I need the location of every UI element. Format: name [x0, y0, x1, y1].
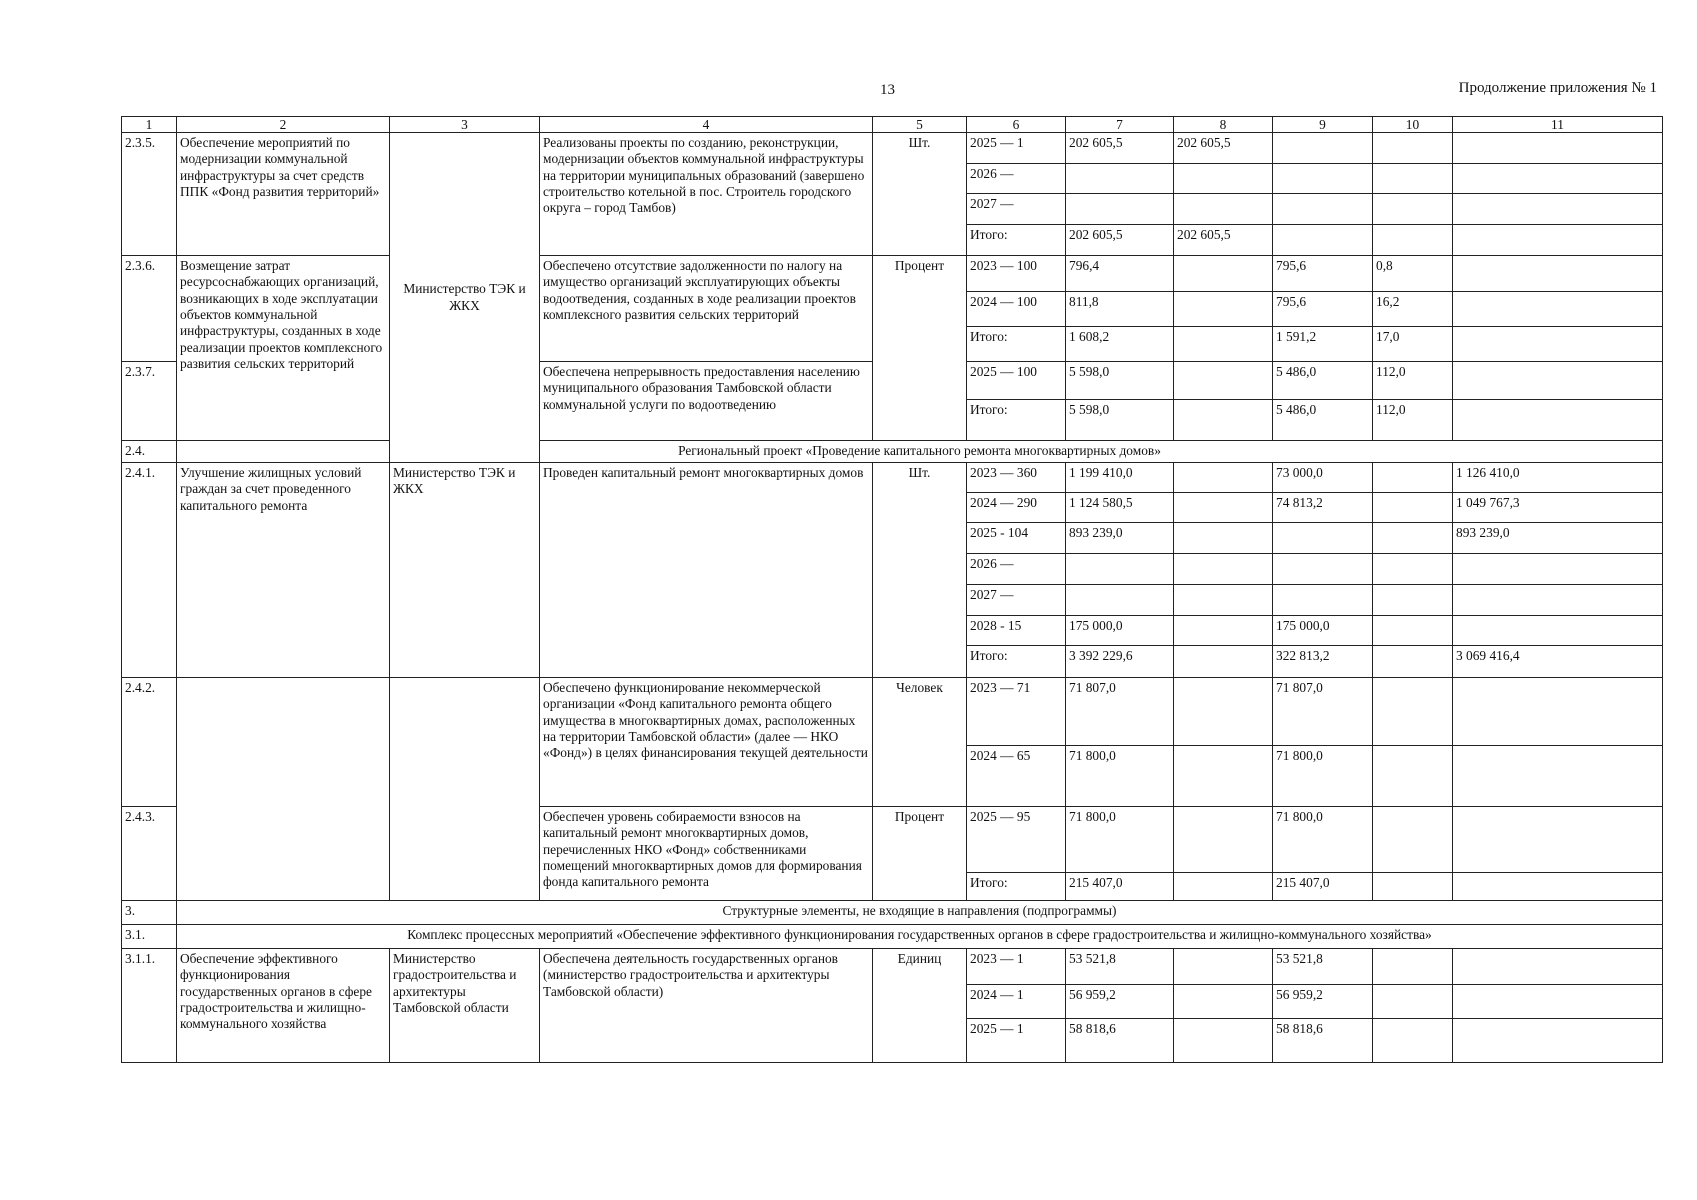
section-title: Комплекс процессных мероприятий «Обеспечение эффективного функционирования государственных органов в сфере градостроительства и жилищно-коммунального хозяйства»: [177, 925, 1663, 949]
col9-value: 1 591,2: [1273, 327, 1373, 362]
col7-value: 71 807,0: [1066, 678, 1174, 746]
col9-value: 795,6: [1273, 292, 1373, 327]
col9-value: [1273, 133, 1373, 164]
unit: Шт.: [873, 133, 967, 256]
col11-value: [1453, 678, 1663, 746]
col8-value: 202 605,5: [1174, 133, 1273, 164]
year-value: 2023 — 1: [967, 949, 1066, 985]
col10-value: 112,0: [1373, 400, 1453, 441]
col8-value: [1174, 807, 1273, 873]
col7-value: 1 608,2: [1066, 327, 1174, 362]
col7-value: 175 000,0: [1066, 616, 1174, 646]
col7-value: 3 392 229,6: [1066, 646, 1174, 678]
col8-value: [1174, 873, 1273, 901]
table-row: [122, 949, 1663, 985]
col9-value: 175 000,0: [1273, 616, 1373, 646]
column-number: 6: [967, 117, 1066, 133]
col10-value: [1373, 1019, 1453, 1063]
col7-value: 5 598,0: [1066, 400, 1174, 441]
col9-value: [1273, 585, 1373, 616]
item-number: 2.4.3.: [122, 807, 177, 901]
section-row: [122, 925, 1663, 949]
col10-value: [1373, 164, 1453, 194]
col8-value: [1174, 362, 1273, 400]
col11-value: [1453, 985, 1663, 1019]
col11-value: 1 049 767,3: [1453, 493, 1663, 523]
col8-value: [1174, 493, 1273, 523]
col11-value: [1453, 327, 1663, 362]
col7-value: 893 239,0: [1066, 523, 1174, 554]
item-number: 2.4.2.: [122, 678, 177, 807]
col10-value: [1373, 194, 1453, 225]
col7-value: [1066, 194, 1174, 225]
year-value: 2024 — 1: [967, 985, 1066, 1019]
year-value: 2027 —: [967, 585, 1066, 616]
col9-value: 5 486,0: [1273, 400, 1373, 441]
year-value: Итого:: [967, 873, 1066, 901]
col10-value: [1373, 133, 1453, 164]
col10-value: 0,8: [1373, 256, 1453, 292]
col7-value: 811,8: [1066, 292, 1174, 327]
col10-value: [1373, 646, 1453, 678]
col8-value: [1174, 523, 1273, 554]
section-title: Структурные элементы, не входящие в направления (подпрограммы): [177, 901, 1663, 925]
year-value: Итого:: [967, 225, 1066, 256]
col11-value: 1 126 410,0: [1453, 463, 1663, 493]
item-number: 2.3.5.: [122, 133, 177, 256]
col7-value: 796,4: [1066, 256, 1174, 292]
col11-value: [1453, 194, 1663, 225]
column-number: 5: [873, 117, 967, 133]
col10-value: [1373, 807, 1453, 873]
col7-value: 1 199 410,0: [1066, 463, 1174, 493]
year-value: Итого:: [967, 327, 1066, 362]
col10-value: [1373, 746, 1453, 807]
col9-value: 53 521,8: [1273, 949, 1373, 985]
unit: Шт.: [873, 463, 967, 678]
item-name-empty: [177, 678, 390, 901]
col10-value: [1373, 463, 1453, 493]
item-result: Обеспечена деятельность государственных органов (министерство градостроительства и архитектуры Тамбовской области): [540, 949, 873, 1063]
col9-value: [1273, 164, 1373, 194]
table-row: [122, 678, 1663, 746]
col11-value: [1453, 292, 1663, 327]
column-number: 7: [1066, 117, 1174, 133]
col8-value: [1174, 292, 1273, 327]
year-value: 2024 — 100: [967, 292, 1066, 327]
item-name: Улучшение жилищных условий граждан за счет проведенного капитального ремонта: [177, 463, 390, 678]
column-number: 11: [1453, 117, 1663, 133]
col8-value: [1174, 646, 1273, 678]
year-value: 2023 — 360: [967, 463, 1066, 493]
col11-value: [1453, 746, 1663, 807]
column-numbers-row: [122, 117, 1663, 133]
column-number: 4: [540, 117, 873, 133]
col11-value: [1453, 554, 1663, 585]
year-value: 2024 — 290: [967, 493, 1066, 523]
col9-value: 56 959,2: [1273, 985, 1373, 1019]
col11-value: [1453, 133, 1663, 164]
col10-value: [1373, 585, 1453, 616]
table-row: [122, 463, 1663, 493]
col8-value: [1174, 985, 1273, 1019]
program-table: [121, 116, 1663, 1063]
item-name: Обеспечение эффективного функционирования государственных органов в сфере градостроительства и жилищно-коммунального хозяйства: [177, 949, 390, 1063]
year-value: 2025 — 100: [967, 362, 1066, 400]
col8-value: [1174, 616, 1273, 646]
year-value: 2025 — 95: [967, 807, 1066, 873]
col11-value: [1453, 225, 1663, 256]
col11-value: 893 239,0: [1453, 523, 1663, 554]
unit: Процент: [873, 256, 967, 441]
page-number: 13: [880, 82, 895, 98]
year-value: 2028 - 15: [967, 616, 1066, 646]
appendix-continuation: Продолжение приложения № 1: [1458, 80, 1657, 96]
col7-value: 215 407,0: [1066, 873, 1174, 901]
col7-value: 202 605,5: [1066, 225, 1174, 256]
responsible-ministry: Министерство градостроительства и архитектуры Тамбовской области: [390, 949, 540, 1063]
col11-value: 3 069 416,4: [1453, 646, 1663, 678]
col9-value: 71 800,0: [1273, 746, 1373, 807]
col8-value: [1174, 678, 1273, 746]
col11-value: [1453, 164, 1663, 194]
item-name: Возмещение затрат ресурсоснабжающих организаций, возникающих в ходе эксплуатации объектов коммунальной инфраструктуры, созданных в ходе реализации проектов комплексного развития сельских территорий: [177, 256, 390, 441]
year-value: 2026 —: [967, 554, 1066, 585]
column-number: 1: [122, 117, 177, 133]
year-value: 2026 —: [967, 164, 1066, 194]
col10-value: [1373, 985, 1453, 1019]
col8-value: [1174, 463, 1273, 493]
col7-value: 71 800,0: [1066, 746, 1174, 807]
year-value: 2024 — 65: [967, 746, 1066, 807]
column-number: 3: [390, 117, 540, 133]
col9-value: 795,6: [1273, 256, 1373, 292]
column-number: 8: [1174, 117, 1273, 133]
year-value: 2025 — 1: [967, 1019, 1066, 1063]
section-row: [122, 441, 1663, 463]
col10-value: 112,0: [1373, 362, 1453, 400]
col7-value: [1066, 164, 1174, 194]
col11-value: [1453, 362, 1663, 400]
col9-value: 71 807,0: [1273, 678, 1373, 746]
section-row: [122, 901, 1663, 925]
col8-value: [1174, 164, 1273, 194]
col10-value: [1373, 523, 1453, 554]
col8-value: [1174, 554, 1273, 585]
col9-value: 73 000,0: [1273, 463, 1373, 493]
col9-value: 215 407,0: [1273, 873, 1373, 901]
item-result: Обеспечена непрерывность предоставления населению муниципального образования Тамбовской области коммунальной услуги по водоотведению: [540, 362, 873, 441]
col9-value: 71 800,0: [1273, 807, 1373, 873]
col11-value: [1453, 1019, 1663, 1063]
col10-value: [1373, 873, 1453, 901]
col9-value: 74 813,2: [1273, 493, 1373, 523]
table-row: [122, 133, 1663, 164]
col10-value: [1373, 493, 1453, 523]
col8-value: [1174, 256, 1273, 292]
col11-value: [1453, 616, 1663, 646]
col10-value: [1373, 678, 1453, 746]
column-number: 2: [177, 117, 390, 133]
section-title: Региональный проект «Проведение капитального ремонта многоквартирных домов»: [177, 441, 1663, 463]
year-value: 2025 — 1: [967, 133, 1066, 164]
item-result: Реализованы проекты по созданию, реконструкции, модернизации объектов коммунальной инфраструктуры на территории муниципальных образований (завершено строительство котельной в пос. Строитель городского округа – город Тамбов): [540, 133, 873, 256]
col10-value: 16,2: [1373, 292, 1453, 327]
col8-value: [1174, 746, 1273, 807]
column-number: 9: [1273, 117, 1373, 133]
section-number: 3.: [122, 901, 177, 925]
year-value: Итого:: [967, 646, 1066, 678]
col8-value: [1174, 1019, 1273, 1063]
year-value: 2027 —: [967, 194, 1066, 225]
item-number: 2.3.7.: [122, 362, 177, 441]
col7-value: 58 818,6: [1066, 1019, 1174, 1063]
col8-value: 202 605,5: [1174, 225, 1273, 256]
col10-value: 17,0: [1373, 327, 1453, 362]
year-value: 2023 — 100: [967, 256, 1066, 292]
unit: Единиц: [873, 949, 967, 1063]
unit: Человек: [873, 678, 967, 807]
col9-value: [1273, 554, 1373, 585]
unit: Процент: [873, 807, 967, 901]
col11-value: [1453, 949, 1663, 985]
col10-value: [1373, 949, 1453, 985]
col9-value: [1273, 225, 1373, 256]
col8-value: [1174, 585, 1273, 616]
item-result: Проведен капитальный ремонт многоквартирных домов: [540, 463, 873, 678]
col10-value: [1373, 554, 1453, 585]
col7-value: 56 959,2: [1066, 985, 1174, 1019]
col10-value: [1373, 616, 1453, 646]
item-number: 3.1.1.: [122, 949, 177, 1063]
item-result: Обеспечено отсутствие задолженности по налогу на имущество организаций эксплуатирующих объекты водоотведения, созданных в ходе реализации проектов комплексного развития сельских территорий: [540, 256, 873, 362]
table-row: [122, 256, 1663, 292]
col11-value: [1453, 400, 1663, 441]
col7-value: 71 800,0: [1066, 807, 1174, 873]
year-value: 2023 — 71: [967, 678, 1066, 746]
item-number: 2.4.1.: [122, 463, 177, 678]
col8-value: [1174, 194, 1273, 225]
col8-value: [1174, 400, 1273, 441]
responsible-ministry: Министерство ТЭК и ЖКХ: [390, 463, 540, 678]
col7-value: 1 124 580,5: [1066, 493, 1174, 523]
item-number: 2.3.6.: [122, 256, 177, 362]
column-number: 10: [1373, 117, 1453, 133]
col11-value: [1453, 873, 1663, 901]
col8-value: [1174, 327, 1273, 362]
col7-value: 202 605,5: [1066, 133, 1174, 164]
item-name: Обеспечение мероприятий по модернизации коммунальной инфраструктуры за счет средств ППК «Фонд развития территорий»: [177, 133, 390, 256]
section-number: 3.1.: [122, 925, 177, 949]
year-value: Итого:: [967, 400, 1066, 441]
col11-value: [1453, 807, 1663, 873]
responsible-ministry: Министерство ТЭК и ЖКХ: [390, 133, 540, 463]
item-result: Обеспечено функционирование некоммерческой организации «Фонд капитального ремонта общего имущества в многоквартирных домах, расположенных на территории Тамбовской области» (далее — НКО «Фонд») в целях финансирования текущей деятельности: [540, 678, 873, 807]
col8-value: [1174, 949, 1273, 985]
col7-value: [1066, 554, 1174, 585]
item-result: Обеспечен уровень собираемости взносов на капитальный ремонт многоквартирных домов, перечисленных НКО «Фонд» собственниками помещений многоквартирных домов для формирования фонда капитального ремонта: [540, 807, 873, 901]
col7-value: [1066, 585, 1174, 616]
year-value: 2025 - 104: [967, 523, 1066, 554]
col9-value: [1273, 194, 1373, 225]
col9-value: 58 818,6: [1273, 1019, 1373, 1063]
col7-value: 5 598,0: [1066, 362, 1174, 400]
col10-value: [1373, 225, 1453, 256]
col7-value: 53 521,8: [1066, 949, 1174, 985]
col11-value: [1453, 585, 1663, 616]
col9-value: 322 813,2: [1273, 646, 1373, 678]
col9-value: 5 486,0: [1273, 362, 1373, 400]
col9-value: [1273, 523, 1373, 554]
responsible-ministry-empty: [390, 678, 540, 901]
col11-value: [1453, 256, 1663, 292]
section-number: 2.4.: [122, 441, 177, 463]
